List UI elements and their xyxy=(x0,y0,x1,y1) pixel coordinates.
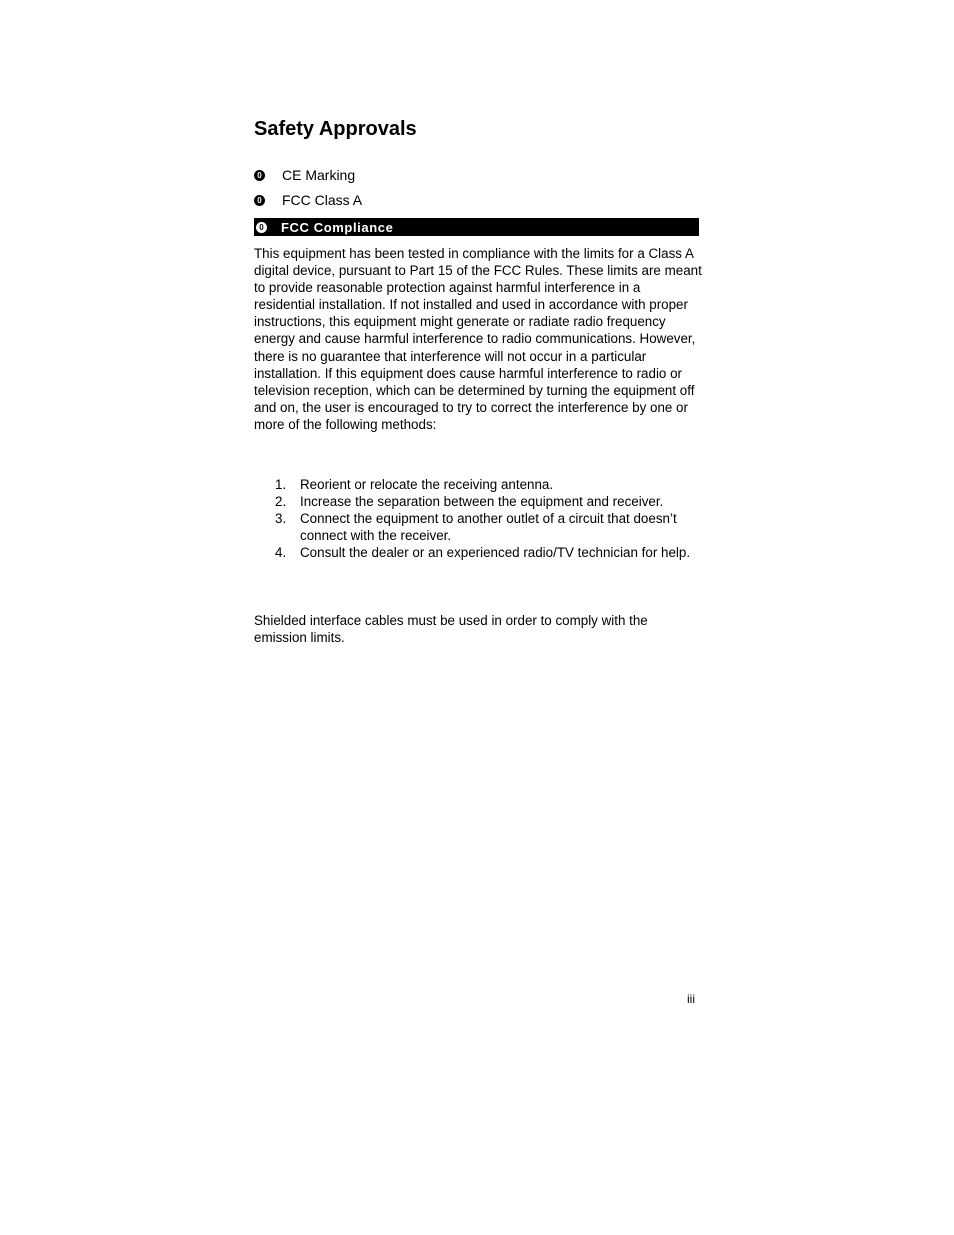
list-item-number: 2. xyxy=(275,494,287,510)
circled-zero-bullet-icon: 0 xyxy=(256,222,267,233)
section-heading-bar xyxy=(254,218,699,236)
list-item-number: 4. xyxy=(275,545,287,561)
intro-paragraph: This equipment has been tested in compliance with the limits for a Class A digital device, pursuant to Part 15 of the FCC Rules. These limits are meant to provide reasonable protection against harmful interference in a residential installation. If not installed and used in accordance with proper instructions, this equipment might generate or radiate radio frequency energy and cause harmful interference to radio communications. However, there is no guarantee that interference will not occur in a particular installation. If this equipment does cause harmful interference to radio or television reception, which can be determined by turning the equipment off and on, the user is encouraged to try to correct the interference by one or more of the following methods: xyxy=(254,246,702,432)
section-heading: FCC Compliance xyxy=(281,219,394,235)
list-item-text: Consult the dealer or an experienced radio/TV technician for help. xyxy=(300,545,691,561)
list-item-text: Connect the equipment to another outlet of a circuit that doesn’t connect with the receiver. xyxy=(300,511,677,544)
list-item-number: 1. xyxy=(275,477,287,492)
list-item xyxy=(254,544,699,561)
circled-zero-bullet-icon: 0 xyxy=(254,170,265,181)
list-item-number: 3. xyxy=(275,511,287,527)
methods-list xyxy=(254,476,699,561)
approval-item-ce xyxy=(254,166,355,184)
closing-paragraph: Shielded interface cables must be used in order to comply with the emission limits. xyxy=(254,613,648,646)
list-item xyxy=(254,510,699,544)
circled-zero-bullet-icon: 0 xyxy=(254,195,265,206)
list-item xyxy=(254,493,699,510)
list-item xyxy=(254,476,699,493)
page-number: iii xyxy=(687,992,695,1006)
approval-item-fcc xyxy=(254,191,362,209)
list-item-text: Reorient or relocate the receiving antenna. xyxy=(300,477,554,492)
list-item-text: Increase the separation between the equipment and receiver. xyxy=(300,494,664,510)
approval-label: FCC Class A xyxy=(282,192,363,208)
approval-label: CE Marking xyxy=(282,167,356,183)
page-title: Safety Approvals xyxy=(254,118,417,140)
